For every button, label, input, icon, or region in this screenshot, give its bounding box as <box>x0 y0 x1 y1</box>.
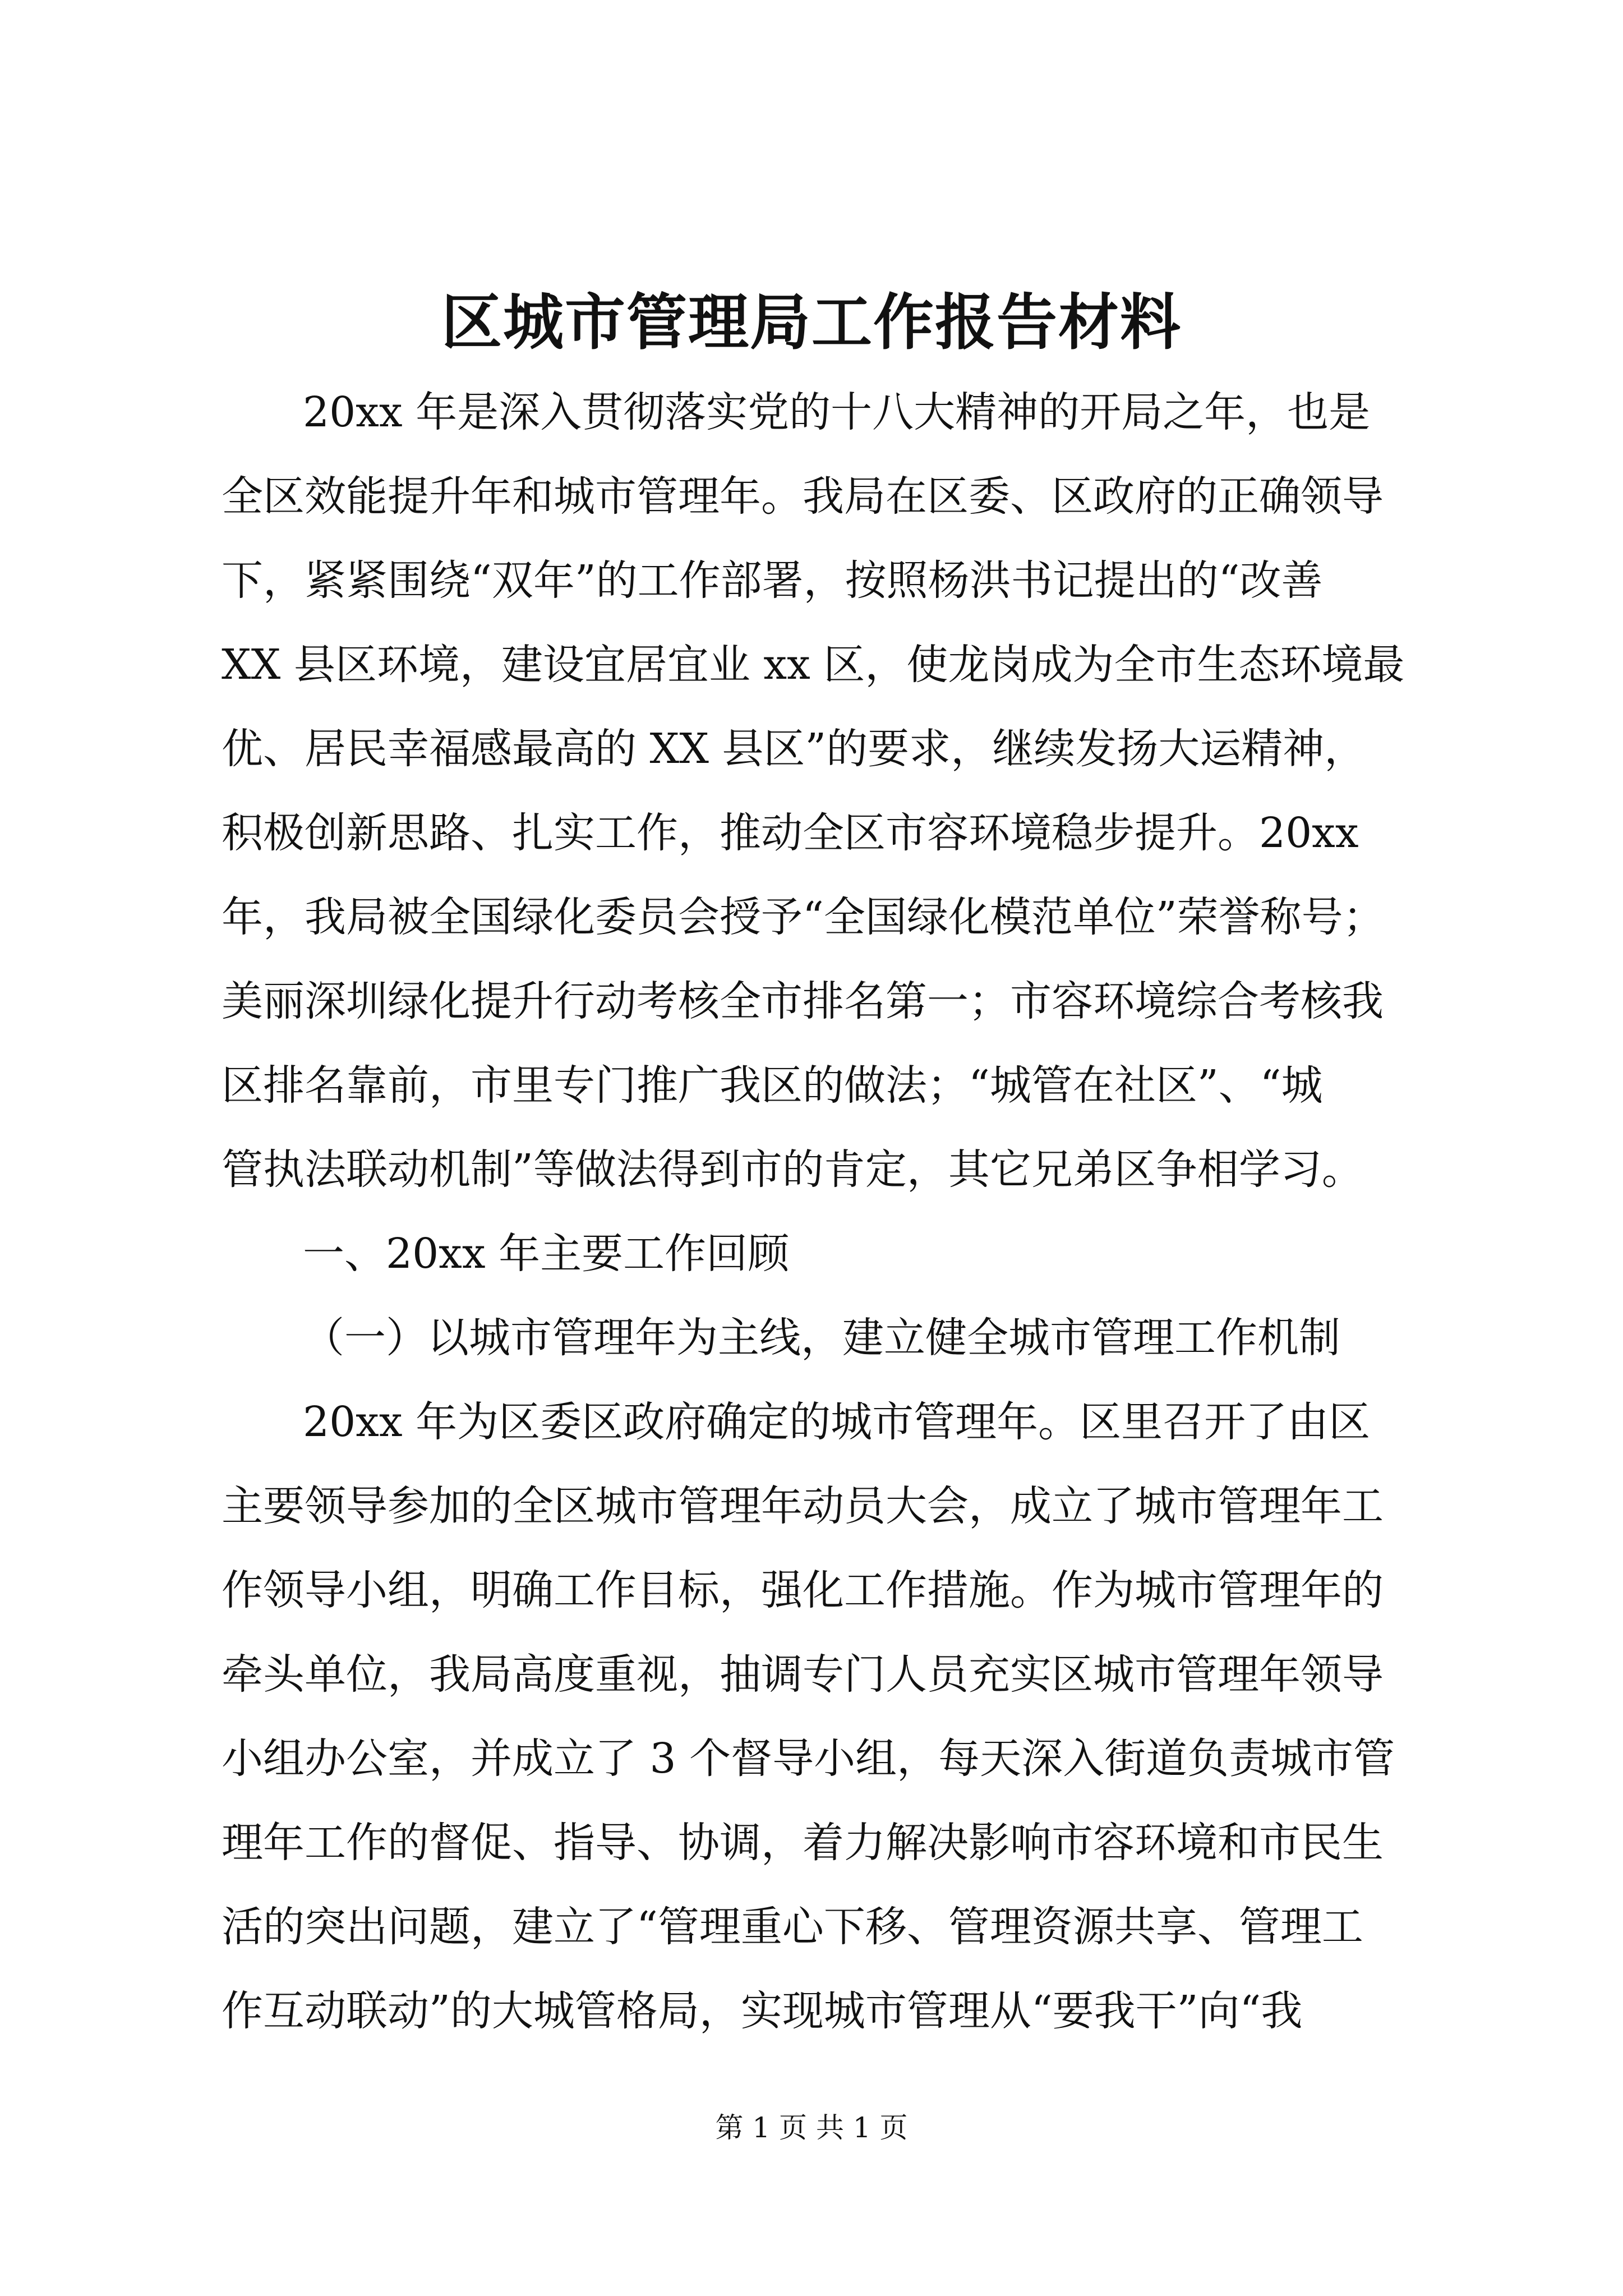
line-text: 全区效能提升年和城市管理年。我局在区委、区政府的正确领导 <box>222 472 1384 521</box>
line-text: 积极创新思路、扎实工作，推动全区市容环境稳步提升。20xx <box>222 809 1359 857</box>
line-text: 20xx 年是深入贯彻落实党的十八大精神的开局之年，也是 <box>303 388 1371 436</box>
line-text: 小组办公室，并成立了 3 个督导小组，每天深入街道负责城市管 <box>222 1734 1395 1783</box>
line-text: 20xx 年为区委区政府确定的城市管理年。区里召开了由区 <box>303 1398 1371 1446</box>
line-text: 优、居民幸福感最高的 XX 县区”的要求，继续发扬大运精神， <box>222 725 1366 773</box>
line-text: XX 县区环境，建设宜居宜业 xx 区，使龙岗成为全市生态环境最 <box>222 641 1405 689</box>
line-text: 主要领导参加的全区城市管理年动员大会，成立了城市管理年工 <box>222 1482 1384 1530</box>
page-number-footer: 第 1 页 共 1 页 <box>715 2111 908 2144</box>
subsection-heading-text: （一）以城市管理年为主线，建立健全城市管理工作机制 <box>303 1314 1340 1362</box>
document-title: 区城市管理局工作报告材料 <box>441 287 1182 358</box>
line-text: 区排名靠前，市里专门推广我区的做法；“城管在社区”、“城 <box>222 1061 1323 1110</box>
line-text: 作互动联动”的大城管格局，实现城市管理从“要我干”向“我 <box>222 1987 1303 2035</box>
line-text: 管执法联动机制”等做法得到市的肯定，其它兄弟区争相学习。 <box>222 1145 1363 1194</box>
line-text: 年，我局被全国绿化委员会授予“全国绿化模范单位”荣誉称号； <box>222 893 1385 941</box>
line-text: 美丽深圳绿化提升行动考核全市排名第一；市容环境综合考核我 <box>222 977 1384 1025</box>
line-text: 作领导小组，明确工作目标，强化工作措施。作为城市管理年的 <box>222 1566 1384 1614</box>
line-text: 活的突出问题，建立了“管理重心下移、管理资源共享、管理工 <box>222 1903 1363 1951</box>
line-text: 下，紧紧围绕“双年”的工作部署，按照杨洪书记提出的“改善 <box>222 556 1323 605</box>
section-heading-text: 一、20xx 年主要工作回顾 <box>303 1230 790 1278</box>
line-text: 理年工作的督促、指导、协调，着力解决影响市容环境和市民生 <box>222 1819 1384 1867</box>
line-text: 牵头单位，我局高度重视，抽调专门人员充实区城市管理年领导 <box>222 1650 1384 1699</box>
